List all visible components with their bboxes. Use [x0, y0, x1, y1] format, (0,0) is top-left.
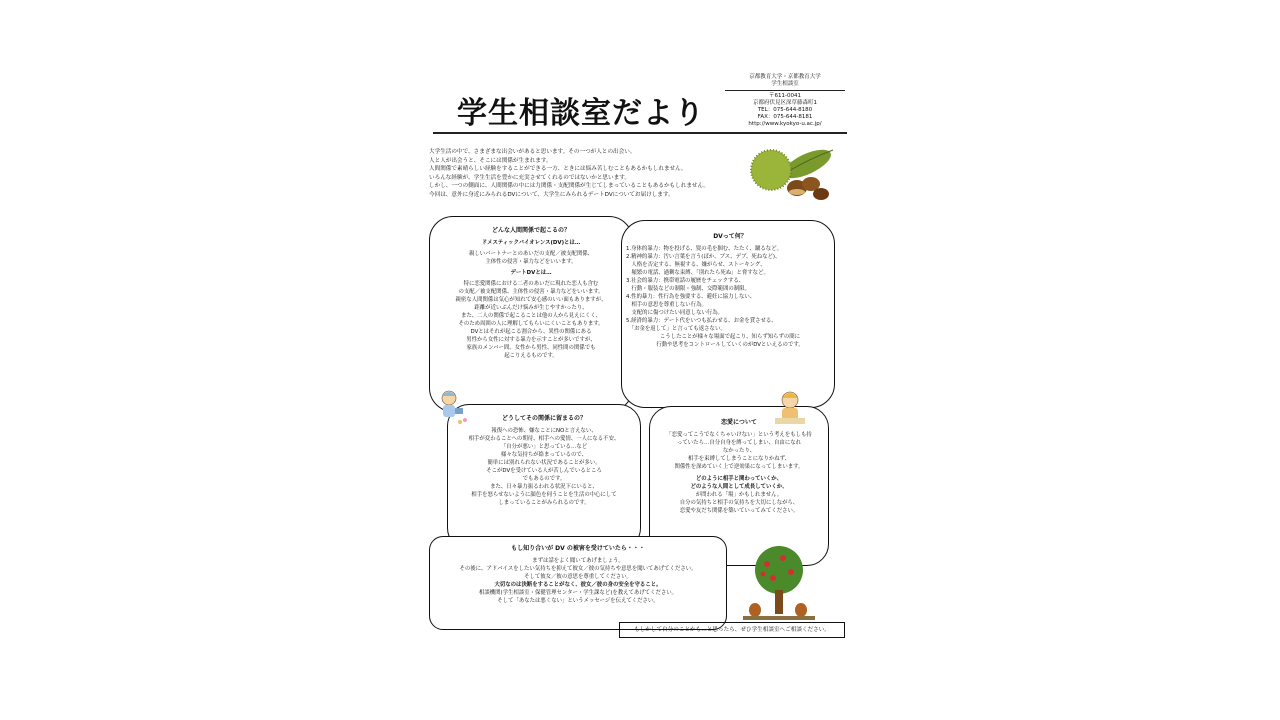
box-line: 男性から女性に対する暴力を示すことが多いですが、 — [466, 337, 596, 343]
address-line[interactable]: http://www.kyokyo-u.ac.jp/ — [748, 121, 822, 127]
box-line: どのように相手と関わっていくか、 — [695, 476, 783, 482]
box-subheading: デートDVとは… — [510, 270, 552, 276]
box-line: 特に恋愛関係における二者のあいだに現れた恋人も含む — [463, 281, 599, 287]
tree-illustration — [743, 544, 815, 624]
intro-line: 大学生活の中で、さまざまな出会いがあると思います。その一つが人との出会い。 — [429, 149, 636, 155]
box-line: 相手を束縛してしまうことになりかねず、 — [688, 456, 790, 462]
box-line: 「恋愛ってこうでなくちゃいけない」という考えをもしも持 — [666, 432, 812, 438]
box-line: 5.経済的暴力：デート代をいつも払わせる、お金を貸させる、 — [626, 318, 777, 324]
box-line: どのような人間として成長していくか、 — [690, 484, 788, 490]
box-line: まずは話をよく聞いてあげましょう。 — [532, 558, 624, 564]
box-line: 関係性を深めていく上で逆効果になってしまいます。 — [674, 464, 804, 470]
box-line: また、日々暴力振るわれる状況下にいると、 — [490, 484, 598, 490]
box-line: 4.性的暴力：性行為を強要する、避妊に協力しない、 — [626, 294, 756, 300]
footer-note: もしかして自分のことかも…と思ったら、ぜひ学生相談室へご相談ください。 — [619, 622, 845, 638]
address-line: TEL：075-644-8180 — [757, 107, 813, 113]
box-line: DVとはそれが起こる割合から、異性の関係にある — [470, 329, 592, 335]
box-line: 報復への恐怖、嫌なことにNOと言えない、 — [491, 428, 597, 434]
if-friend-victim-box — [429, 536, 727, 630]
box-line: 相手の意思を尊重しない行為。 — [626, 302, 707, 308]
newsletter-page — [425, 70, 855, 650]
box-line: なかったり、 — [722, 448, 756, 454]
box-line: 親しいパートナーとのあいだの支配／被支配関係、 — [469, 251, 593, 257]
box-line: 相手を怒らせないように顔色を伺うことを生活の中心にして — [471, 492, 617, 498]
address-line: 学生相談室 — [771, 81, 799, 87]
box-line: そのため周囲の人に理解してもらいにくいこともあります。 — [458, 321, 604, 327]
intro-line: 人と人が出会うと、そこには関係が生まれます。 — [429, 157, 552, 164]
box-line: 起こりえるものです。 — [504, 353, 558, 359]
box-line: 自分の気持ちと相手の気持ちを大切にしながら、 — [679, 500, 799, 506]
box-line: 2.精神的暴力：汚い言葉を言う(ばか、ブス、デブ、死ねなど)、 — [626, 254, 781, 260]
box-line: 3.社会的暴力：携帯電話の履歴をチェックする、 — [626, 278, 745, 284]
box-line: 「お金を返して」と言っても返さない。 — [626, 326, 726, 332]
box-line: 距離が近いぶんだけ悩みが生じやすかったり、 — [474, 305, 588, 311]
box-heading: 恋愛について — [721, 419, 757, 426]
box-subheading: ドメスティックバイオレンス(DV)とは… — [481, 240, 581, 246]
intro-line: 今回は、意外に身近にみられるDVについて、大学生にみられるデートDVについてお届けします。 — [429, 191, 674, 198]
box-line: 人格を否定する、無視する、嫌がらせ、ストーキング、 — [626, 262, 766, 268]
box-line: その後に、アドバイスをしたい気持ちを抑えて彼女／彼の気持ちや意思を聞いてあげてください。 — [459, 566, 697, 572]
box-line: 相手が変わることへの期待、相手への愛情、一人になる不安、 — [468, 436, 620, 442]
box-line: 様々な気持ちが絡まっているので、 — [500, 452, 588, 458]
box-line: 行動・服装などの制限・強制、交際範囲の制限。 — [626, 286, 750, 292]
address-rule — [725, 90, 845, 91]
box-line: が問われる「場」かもしれません。 — [695, 492, 783, 498]
box-heading: どうしてその関係に留まるの？ — [501, 415, 586, 422]
address-line: 〒611-0041 — [769, 93, 801, 99]
box-line: 親密な人間関係は気心が知れて安心感のいい面もありますが、 — [455, 297, 607, 303]
box-line: こうしたことが様々な場面で起こり、知らず知らずの間に — [659, 334, 801, 340]
child-watering-illustration — [435, 388, 469, 426]
box-line: 大切なのは決断をすることがなく、彼女／彼の身の安全を守ること。 — [494, 582, 662, 588]
address-line: 京都教育大学・京都教育大学 — [749, 74, 821, 80]
box-line: 簡単には別れられない状況であることが多い。 — [487, 460, 601, 466]
chestnut-illustration — [747, 144, 837, 206]
address-block — [725, 74, 845, 128]
intro-line: いろんな経験が、学生生活を豊かに充実させてくれるのではないかと思います。 — [429, 174, 630, 181]
box-line: そして「あなたは悪くない」というメッセージを伝えてください。 — [497, 598, 659, 604]
box-line: また、二人の関係で起こることは他の人から見えにくく、 — [460, 313, 602, 319]
why-stay-box — [447, 404, 641, 550]
title-divider — [433, 132, 847, 134]
box-line: 行動や思考をコントロールしていくのがDVといえるのです。 — [656, 342, 804, 348]
box-line: 主体性の侵害・暴力などをいいます。 — [485, 259, 577, 265]
address-line: FAX：075-644-8181 — [757, 114, 813, 120]
dv-relationship-box — [429, 216, 633, 412]
box-line: 相談機関(学生相談室・保健管理センター・学生課など)を教えてあげてください。 — [478, 590, 678, 596]
address-line: 京都府伏見区深草藤森町1 — [752, 100, 817, 106]
box-line: そして彼女／彼の意思を尊重してください。 — [524, 574, 632, 580]
page-title: 学生相談室だより — [457, 96, 705, 131]
box-line: 恋愛や友だち関係を築いていってみてください。 — [679, 508, 799, 514]
child-playing-illustration — [773, 390, 807, 426]
box-heading: もし知り合いが DV の被害を受けていたら・・・ — [511, 545, 645, 552]
intro-text — [429, 148, 749, 200]
box-line: っていたら…自分自身を縛ってしまい、自由になれ — [677, 440, 801, 446]
intro-line: しかし、一つの側面に、人間関係の中には力関係・支配関係が生じてしまっていることもあるかもしれません。 — [429, 183, 710, 190]
box-line: でもあるのです。 — [522, 476, 566, 482]
box-heading: DVって何？ — [713, 233, 747, 240]
box-line: そこがDVを受けている人が苦しんでいるところ — [486, 468, 602, 474]
intro-line: 人間関係で素晴らしい経験をすることができる一方、ときには悩み苦しむこともあるかもしれません。 — [429, 166, 687, 173]
box-line: 頻繁の電話、過剰な束縛、「別れたら死ぬ」と脅すなど。 — [626, 270, 769, 276]
box-heading: どんな人間関係で起こるの？ — [491, 227, 570, 234]
box-line: の支配／被支配関係、主体性の侵害・暴力などをいいます。 — [458, 289, 604, 295]
box-line: しまっていることがみられるのです。 — [498, 500, 590, 506]
box-line: 1.身体的暴力：物を投げる、髪の毛を掴む、たたく、蹴るなど。 — [626, 246, 782, 252]
what-is-dv-box — [621, 220, 835, 408]
box-line: 支配的に傷つけたい同意しない行為。 — [626, 310, 724, 316]
box-line: 「自分が悪い」と思っている…など — [500, 444, 588, 450]
box-line: 家族のメンバー間、女性から男性、同性間の関係でも — [466, 345, 596, 351]
